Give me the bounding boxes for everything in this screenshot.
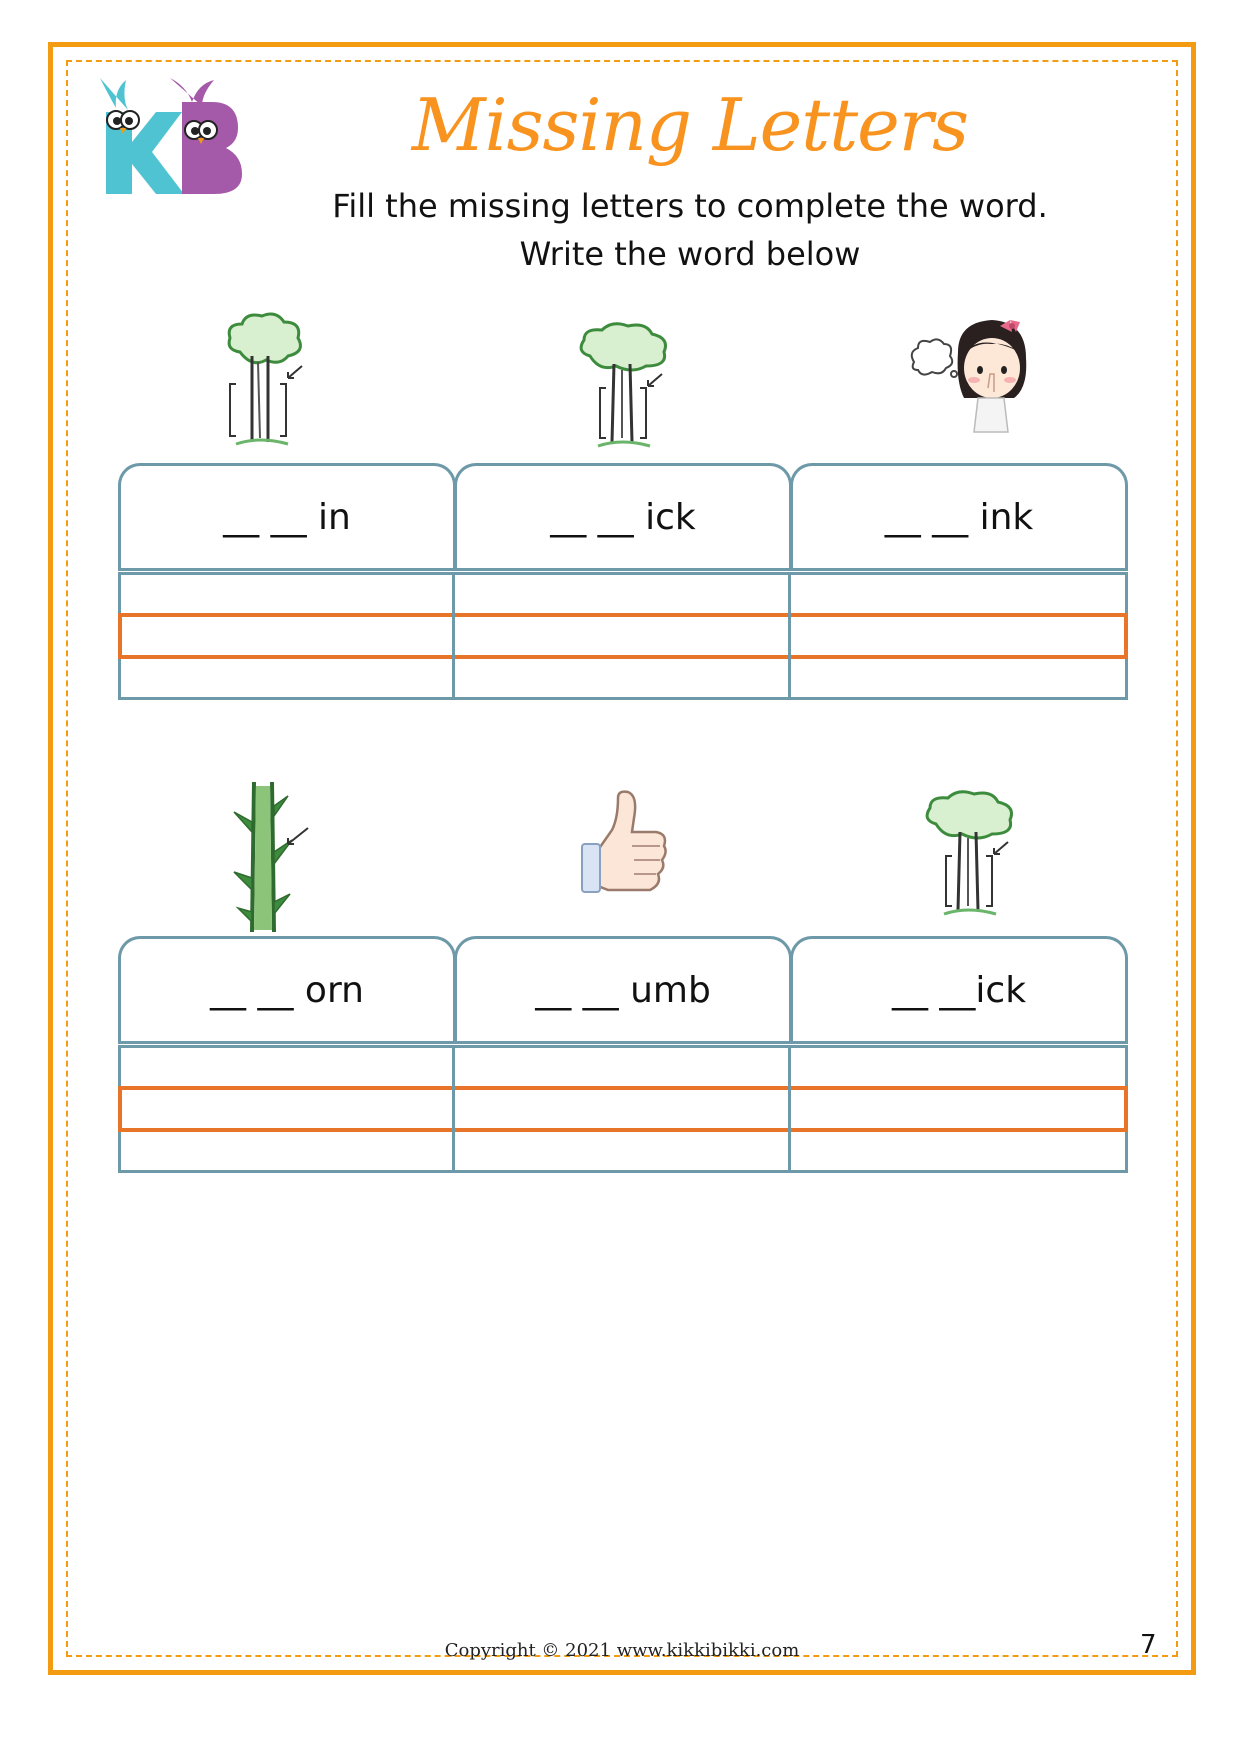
divider — [118, 568, 1128, 571]
kikkibikki-logo — [86, 72, 246, 212]
writing-line-bottom — [118, 1129, 1128, 1173]
word-row-1 — [118, 463, 1128, 571]
instruction-text: Fill the missing letters to complete the word. — [332, 187, 1048, 225]
missing-letter-prompt: __ __ick — [891, 970, 1027, 1011]
missing-letter-prompt: __ __ ick — [550, 497, 696, 538]
thumbs-up-icon — [578, 790, 668, 910]
column-divider — [452, 572, 455, 700]
tree-bark-icon — [922, 790, 1022, 920]
word-cell — [454, 463, 792, 571]
writing-guide-midline — [118, 1086, 1128, 1132]
instruction-text-2: Write the word below — [519, 235, 861, 273]
girl-thinking-icon — [908, 312, 1038, 442]
missing-letter-prompt: __ __ umb — [535, 970, 711, 1011]
word-cell — [118, 463, 456, 571]
writing-line-bottom — [118, 656, 1128, 700]
column-divider — [788, 1045, 791, 1173]
page-number: 7 — [1140, 1630, 1157, 1660]
writing-line-top — [118, 572, 1128, 616]
copyright-footer: Copyright © 2021 www.kikkibikki.com — [444, 1640, 800, 1661]
writing-guide-midline — [118, 613, 1128, 659]
missing-letter-prompt: __ __ in — [223, 497, 351, 538]
column-divider — [452, 1045, 455, 1173]
page-title: Missing Letters — [411, 83, 969, 167]
divider — [118, 1041, 1128, 1044]
missing-letter-prompt: __ __ orn — [210, 970, 364, 1011]
word-cell — [454, 936, 792, 1044]
writing-lines-row-2[interactable] — [118, 1045, 1128, 1173]
word-cell — [790, 936, 1128, 1044]
tree-bark-icon — [222, 312, 312, 452]
writing-line-top — [118, 1045, 1128, 1089]
writing-lines-row-1[interactable] — [118, 572, 1128, 700]
word-cell — [790, 463, 1128, 571]
missing-letter-prompt: __ __ ink — [884, 497, 1034, 538]
word-cell — [118, 936, 456, 1044]
thorn-stem-icon — [226, 782, 316, 934]
tree-bark-icon — [576, 322, 676, 452]
column-divider — [788, 572, 791, 700]
word-row-2 — [118, 936, 1128, 1044]
